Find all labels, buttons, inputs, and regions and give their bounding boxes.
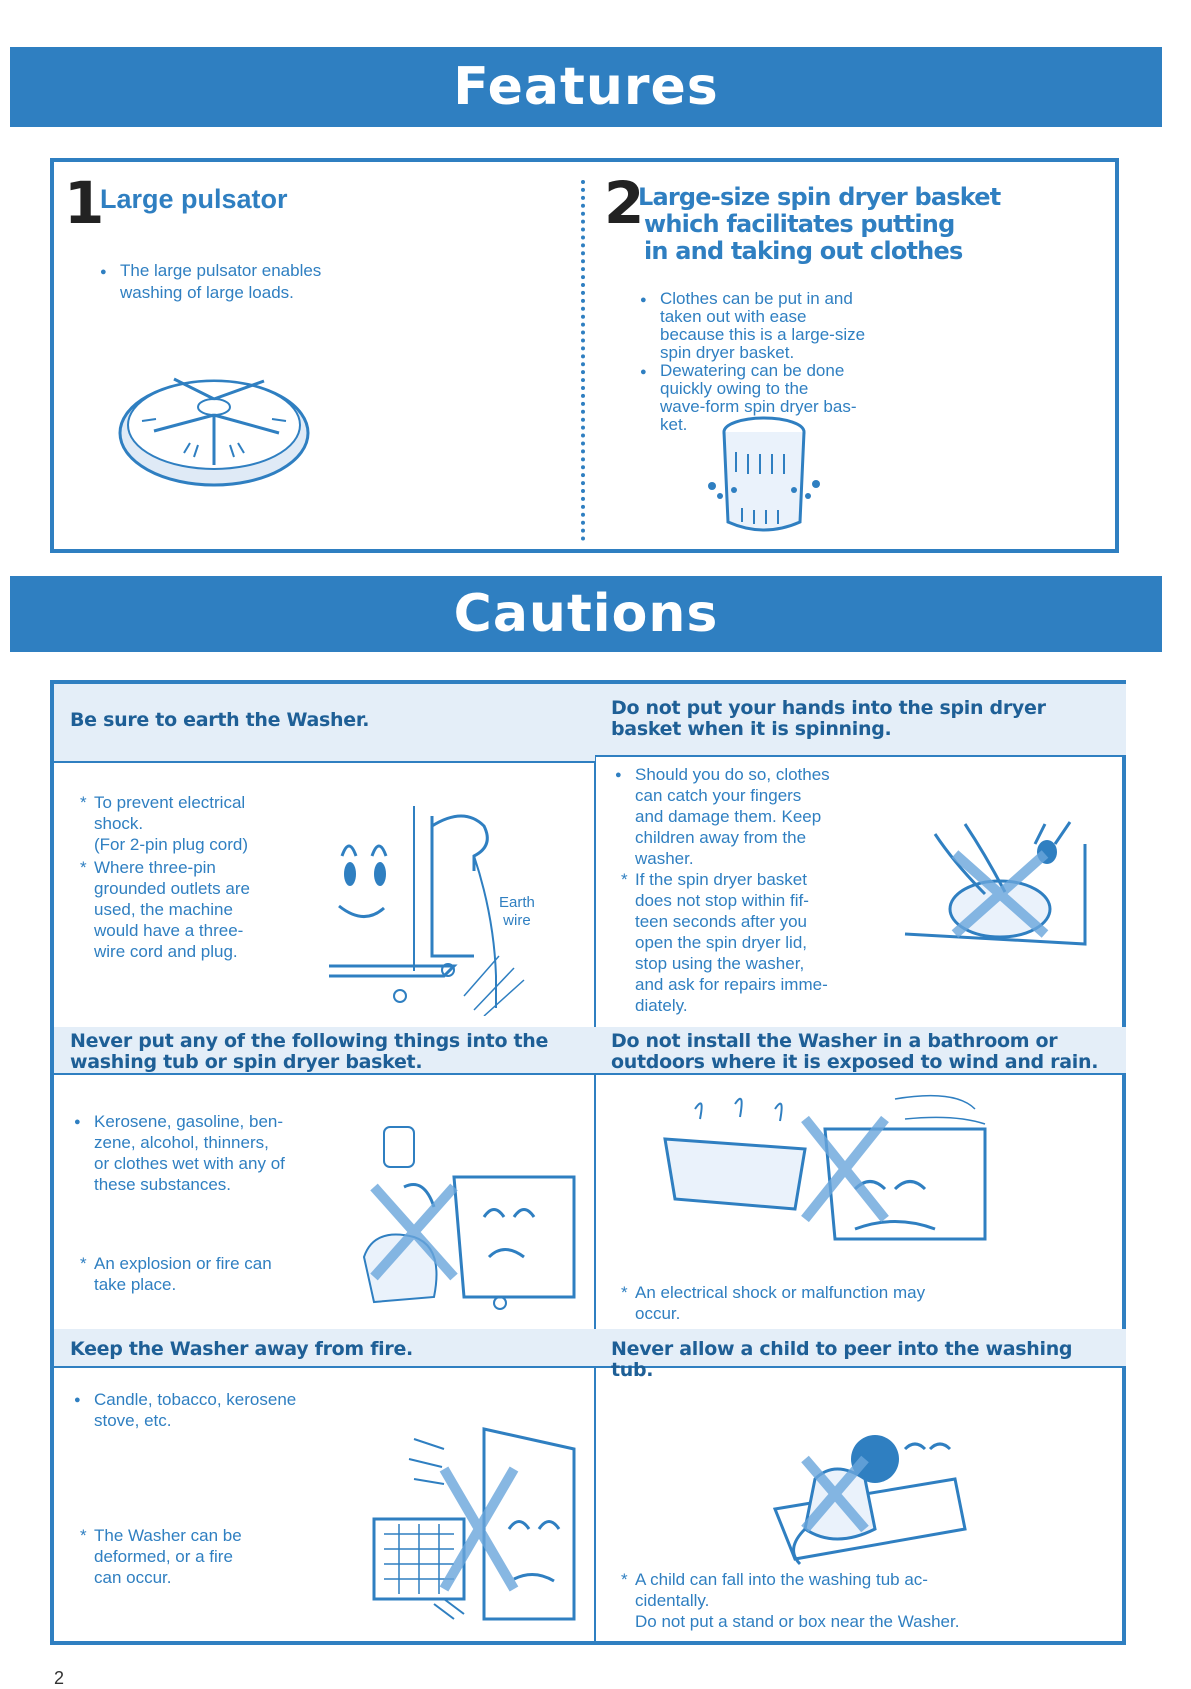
caution-hands-text: ● Should you do so, clothes can catch your fingers and damage them. Keep children away from the washer. * If the spin dryer basket does not stop within fif- teen seconds after you open the spin dryer lid, stop using the washer, and ask for repairs imme- diately. — [635, 764, 830, 1016]
caution-bathroom-note: * An electrical shock or malfunction may occur. — [635, 1282, 925, 1324]
feature-2-number: 2 — [604, 169, 645, 237]
page-number: 2 — [54, 1668, 65, 1688]
pulsator-illustration — [114, 367, 314, 492]
caution-earth-heading: Be sure to earth the Washer. — [54, 684, 595, 763]
fire-stove-illustration — [314, 1409, 584, 1629]
cautions-panel — [50, 680, 1126, 1645]
features-banner: Features — [10, 47, 1162, 127]
caution-flammables-text: ● Kerosene, gasoline, ben- zene, alcohol, thinners, or clothes wet with any of these substances. — [94, 1111, 285, 1195]
caution-fire — [54, 1329, 595, 1645]
cautions-banner: Cautions — [10, 576, 1162, 652]
bathroom-outdoor-illustration — [655, 1089, 1005, 1269]
caution-hands — [595, 684, 1126, 1027]
features-panel — [50, 158, 1119, 553]
feature-1-number: 1 — [64, 169, 105, 237]
caution-bathroom-heading: Do not install the Washer in a bathroom or outdoors where it is exposed to wind and rain. — [595, 1027, 1126, 1075]
spin-basket-illustration — [704, 412, 824, 537]
caution-earth — [54, 684, 595, 1027]
feature-2-text: ● Clothes can be put in and taken out with ease because this is a large-size spin dryer basket. ● Dewatering can be done quickly owing to the wave-form spin dryer bas- ket. — [660, 290, 865, 434]
caution-child-note: * A child can fall into the washing tub ac- cidentally. Do not put a stand or box near the Washer. — [635, 1569, 959, 1632]
caution-flammables-heading: Never put any of the following things into the washing tub or spin dryer basket. — [54, 1027, 595, 1075]
caution-earth-text: * To prevent electrical shock. (For 2-pin plug cord) * Where three-pin grounded outlets are used, the machine would have a three- wire cord and plug. — [94, 792, 250, 962]
feature-1-text: ● The large pulsator enables washing of large loads. — [120, 260, 321, 304]
caution-child — [595, 1329, 1126, 1645]
hands-in-basket-illustration — [895, 814, 1105, 984]
caution-flammables-note: * An explosion or fire can take place. — [94, 1253, 272, 1295]
features-divider — [581, 180, 585, 541]
caution-fire-text: ● Candle, tobacco, kerosene stove, etc. — [94, 1389, 296, 1431]
caution-fire-note: * The Washer can be deformed, or a fire can occur. — [94, 1525, 242, 1588]
caution-flammables — [54, 1027, 595, 1329]
flammables-illustration — [354, 1107, 584, 1317]
earthed-washer-illustration — [324, 796, 554, 1016]
child-peering-illustration — [755, 1419, 975, 1569]
caution-hands-heading: Do not put your hands into the spin dryer basket when it is spinning. — [595, 684, 1126, 757]
feature-2-title: Large-size spin dryer basket which facilitates putting in and taking out clothes — [638, 183, 1001, 265]
earth-wire-label: Earth wire — [499, 894, 535, 929]
feature-1-title: Large pulsator — [100, 184, 288, 214]
caution-bathroom — [595, 1027, 1126, 1329]
caution-child-heading: Never allow a child to peer into the washing tub. — [595, 1329, 1126, 1368]
caution-fire-heading: Keep the Washer away from fire. — [54, 1329, 595, 1368]
